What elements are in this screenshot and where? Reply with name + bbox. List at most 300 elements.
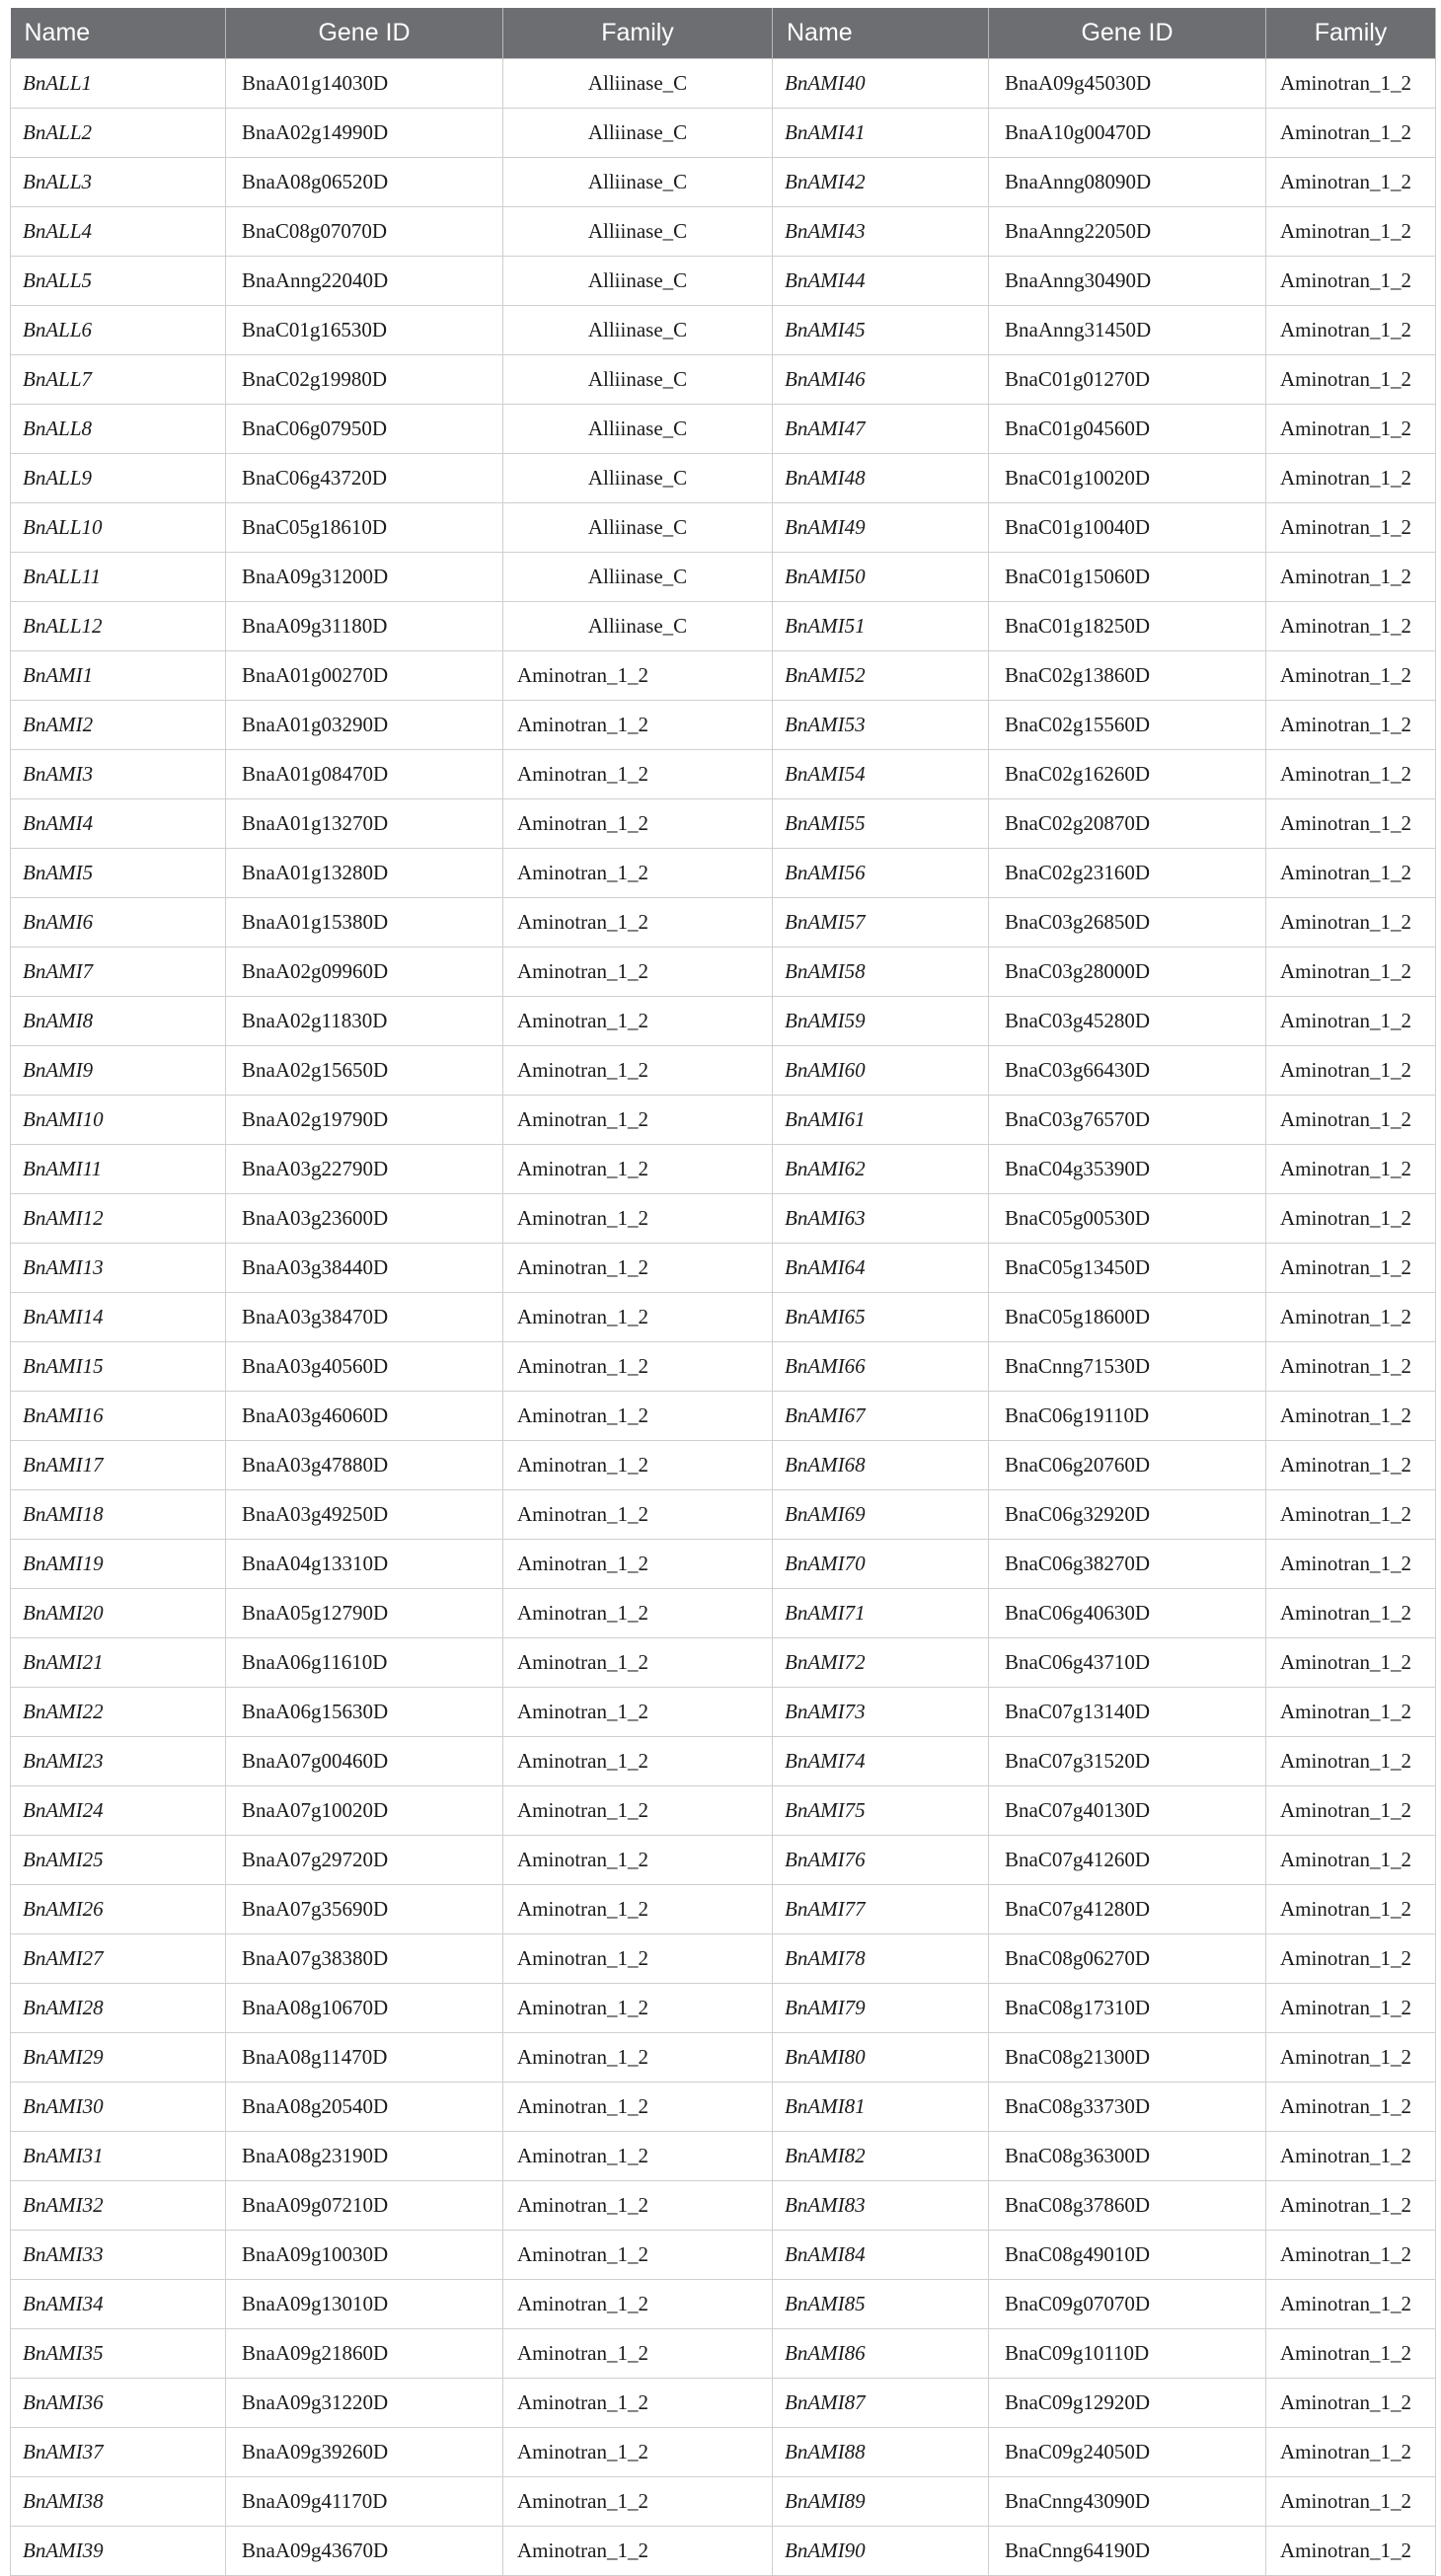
family-cell: Aminotran_1_2: [503, 1737, 773, 1786]
gene-name-cell: BnAMI11: [11, 1145, 226, 1194]
gene-id-cell: BnaC06g20760D: [989, 1441, 1266, 1490]
table-row: [11, 799, 1436, 849]
family-cell: Aminotran_1_2: [1266, 651, 1436, 701]
table-row: [11, 2132, 1436, 2181]
gene-id-cell: BnaA06g15630D: [226, 1688, 503, 1737]
gene-id-cell: BnaC02g16260D: [989, 750, 1266, 799]
gene-name-cell: BnAMI49: [773, 503, 989, 553]
family-cell: Aminotran_1_2: [1266, 1786, 1436, 1836]
table-row: [11, 2181, 1436, 2231]
gene-id-cell: BnaC03g66430D: [989, 1046, 1266, 1096]
gene-name-cell: BnAMI7: [11, 947, 226, 997]
table-row: [11, 158, 1436, 207]
gene-name-cell: BnALL2: [11, 109, 226, 158]
gene-family-table: [10, 8, 1436, 2576]
gene-name-cell: BnAMI32: [11, 2181, 226, 2231]
gene-id-cell: BnaA01g13280D: [226, 849, 503, 898]
gene-id-cell: BnaC08g37860D: [989, 2181, 1266, 2231]
gene-id-cell: BnaA03g46060D: [226, 1392, 503, 1441]
gene-name-cell: BnAMI51: [773, 602, 989, 651]
gene-name-cell: BnAMI22: [11, 1688, 226, 1737]
gene-name-cell: BnAMI3: [11, 750, 226, 799]
gene-name-cell: BnAMI71: [773, 1589, 989, 1638]
family-cell: Aminotran_1_2: [1266, 2280, 1436, 2329]
gene-name-cell: BnAMI77: [773, 1885, 989, 1934]
gene-name-cell: BnAMI86: [773, 2329, 989, 2379]
gene-id-cell: BnaA04g13310D: [226, 1540, 503, 1589]
gene-name-cell: BnAMI35: [11, 2329, 226, 2379]
table-row: [11, 1984, 1436, 2033]
gene-id-cell: BnaA02g15650D: [226, 1046, 503, 1096]
table-row: [11, 503, 1436, 553]
gene-name-cell: BnAMI10: [11, 1096, 226, 1145]
family-cell: Alliinase_C: [503, 109, 773, 158]
gene-name-cell: BnAMI30: [11, 2083, 226, 2132]
family-cell: Aminotran_1_2: [1266, 2083, 1436, 2132]
gene-name-cell: BnAMI34: [11, 2280, 226, 2329]
gene-name-cell: BnALL12: [11, 602, 226, 651]
gene-name-cell: BnAMI36: [11, 2379, 226, 2428]
family-cell: Alliinase_C: [503, 503, 773, 553]
gene-name-cell: BnAMI4: [11, 799, 226, 849]
family-cell: Aminotran_1_2: [503, 1885, 773, 1934]
table-row: [11, 2231, 1436, 2280]
family-cell: Aminotran_1_2: [1266, 1934, 1436, 1984]
family-cell: Aminotran_1_2: [503, 1490, 773, 1540]
gene-name-cell: BnAMI85: [773, 2280, 989, 2329]
gene-id-cell: BnaC09g12920D: [989, 2379, 1266, 2428]
family-cell: Aminotran_1_2: [503, 849, 773, 898]
gene-name-cell: BnALL4: [11, 207, 226, 257]
gene-id-cell: BnaA02g19790D: [226, 1096, 503, 1145]
family-cell: Aminotran_1_2: [503, 1589, 773, 1638]
table-row: [11, 651, 1436, 701]
gene-name-cell: BnAMI43: [773, 207, 989, 257]
gene-name-cell: BnAMI1: [11, 651, 226, 701]
gene-id-cell: BnaA07g35690D: [226, 1885, 503, 1934]
gene-id-cell: BnaA02g14990D: [226, 109, 503, 158]
family-cell: Aminotran_1_2: [503, 1638, 773, 1688]
gene-id-cell: BnaC01g01270D: [989, 355, 1266, 405]
table-row: [11, 2329, 1436, 2379]
gene-id-cell: BnaC06g43720D: [226, 454, 503, 503]
family-cell: Aminotran_1_2: [1266, 1293, 1436, 1342]
gene-name-cell: BnAMI24: [11, 1786, 226, 1836]
gene-id-cell: BnaA07g10020D: [226, 1786, 503, 1836]
gene-name-cell: BnAMI72: [773, 1638, 989, 1688]
table-row: [11, 997, 1436, 1046]
gene-name-cell: BnAMI8: [11, 997, 226, 1046]
gene-id-cell: BnaC02g19980D: [226, 355, 503, 405]
family-cell: Aminotran_1_2: [1266, 1441, 1436, 1490]
family-cell: Aminotran_1_2: [1266, 1046, 1436, 1096]
table-body: [11, 59, 1436, 2576]
family-cell: Aminotran_1_2: [503, 2033, 773, 2083]
gene-id-cell: BnaAnng22040D: [226, 257, 503, 306]
family-cell: Aminotran_1_2: [503, 1786, 773, 1836]
table-row: [11, 1194, 1436, 1244]
family-cell: Aminotran_1_2: [1266, 553, 1436, 602]
gene-name-cell: BnAMI81: [773, 2083, 989, 2132]
table-row: [11, 2527, 1436, 2576]
gene-id-cell: BnaA07g29720D: [226, 1836, 503, 1885]
family-cell: Alliinase_C: [503, 59, 773, 109]
family-cell: Aminotran_1_2: [503, 1688, 773, 1737]
family-cell: Aminotran_1_2: [503, 1194, 773, 1244]
gene-name-cell: BnAMI42: [773, 158, 989, 207]
table-row: [11, 701, 1436, 750]
gene-id-cell: BnaA05g12790D: [226, 1589, 503, 1638]
family-cell: Alliinase_C: [503, 207, 773, 257]
table-row: [11, 1145, 1436, 1194]
table-row: [11, 1293, 1436, 1342]
family-cell: Aminotran_1_2: [1266, 306, 1436, 355]
gene-id-cell: BnaA01g08470D: [226, 750, 503, 799]
gene-name-cell: BnAMI6: [11, 898, 226, 947]
family-cell: Alliinase_C: [503, 306, 773, 355]
family-cell: Aminotran_1_2: [1266, 1145, 1436, 1194]
gene-id-cell: BnaC01g16530D: [226, 306, 503, 355]
gene-name-cell: BnAMI9: [11, 1046, 226, 1096]
family-cell: Aminotran_1_2: [1266, 898, 1436, 947]
gene-id-cell: BnaC05g18600D: [989, 1293, 1266, 1342]
gene-id-cell: BnaC01g18250D: [989, 602, 1266, 651]
gene-id-cell: BnaC08g21300D: [989, 2033, 1266, 2083]
gene-name-cell: BnAMI61: [773, 1096, 989, 1145]
table-row: [11, 1342, 1436, 1392]
table-row: [11, 1638, 1436, 1688]
family-cell: Aminotran_1_2: [1266, 1836, 1436, 1885]
gene-id-cell: BnaA09g31180D: [226, 602, 503, 651]
gene-name-cell: BnAMI82: [773, 2132, 989, 2181]
gene-id-cell: BnaC06g07950D: [226, 405, 503, 454]
gene-name-cell: BnALL10: [11, 503, 226, 553]
gene-id-cell: BnaC09g07070D: [989, 2280, 1266, 2329]
gene-name-cell: BnAMI47: [773, 405, 989, 454]
gene-name-cell: BnAMI19: [11, 1540, 226, 1589]
header-gene-id-1: Gene ID: [226, 8, 503, 59]
gene-name-cell: BnAMI69: [773, 1490, 989, 1540]
gene-id-cell: BnaC01g10040D: [989, 503, 1266, 553]
family-cell: Aminotran_1_2: [1266, 2527, 1436, 2576]
gene-id-cell: BnaC07g13140D: [989, 1688, 1266, 1737]
gene-name-cell: BnAMI46: [773, 355, 989, 405]
gene-name-cell: BnAMI65: [773, 1293, 989, 1342]
gene-name-cell: BnAMI87: [773, 2379, 989, 2428]
family-cell: Aminotran_1_2: [1266, 503, 1436, 553]
gene-name-cell: BnAMI41: [773, 109, 989, 158]
gene-id-cell: BnaA03g23600D: [226, 1194, 503, 1244]
gene-name-cell: BnAMI75: [773, 1786, 989, 1836]
gene-name-cell: BnALL6: [11, 306, 226, 355]
family-cell: Aminotran_1_2: [503, 2527, 773, 2576]
gene-id-cell: BnaC04g35390D: [989, 1145, 1266, 1194]
gene-name-cell: BnAMI80: [773, 2033, 989, 2083]
family-cell: Aminotran_1_2: [503, 2379, 773, 2428]
family-cell: Alliinase_C: [503, 158, 773, 207]
gene-id-cell: BnaCnng43090D: [989, 2477, 1266, 2527]
gene-id-cell: BnaA09g07210D: [226, 2181, 503, 2231]
gene-id-cell: BnaA01g00270D: [226, 651, 503, 701]
family-cell: Aminotran_1_2: [1266, 750, 1436, 799]
gene-name-cell: BnAMI29: [11, 2033, 226, 2083]
family-cell: Aminotran_1_2: [1266, 701, 1436, 750]
gene-id-cell: BnaC05g13450D: [989, 1244, 1266, 1293]
gene-id-cell: BnaC02g20870D: [989, 799, 1266, 849]
family-cell: Aminotran_1_2: [1266, 1638, 1436, 1688]
gene-id-cell: BnaA09g21860D: [226, 2329, 503, 2379]
table-row: [11, 2428, 1436, 2477]
table-row: [11, 207, 1436, 257]
family-cell: Aminotran_1_2: [1266, 405, 1436, 454]
gene-id-cell: BnaC08g33730D: [989, 2083, 1266, 2132]
gene-name-cell: BnAMI45: [773, 306, 989, 355]
gene-id-cell: BnaA01g15380D: [226, 898, 503, 947]
header-name-2: Name: [773, 8, 989, 59]
gene-id-cell: BnaA09g41170D: [226, 2477, 503, 2527]
gene-name-cell: BnAMI57: [773, 898, 989, 947]
gene-id-cell: BnaAnng08090D: [989, 158, 1266, 207]
family-cell: Alliinase_C: [503, 355, 773, 405]
gene-id-cell: BnaC01g10020D: [989, 454, 1266, 503]
gene-name-cell: BnAMI90: [773, 2527, 989, 2576]
gene-id-cell: BnaA08g11470D: [226, 2033, 503, 2083]
gene-name-cell: BnAMI15: [11, 1342, 226, 1392]
family-cell: Aminotran_1_2: [1266, 2379, 1436, 2428]
table-row: [11, 2280, 1436, 2329]
gene-id-cell: BnaC06g32920D: [989, 1490, 1266, 1540]
family-cell: Alliinase_C: [503, 257, 773, 306]
family-cell: Aminotran_1_2: [503, 1392, 773, 1441]
gene-id-cell: BnaA08g23190D: [226, 2132, 503, 2181]
family-cell: Aminotran_1_2: [503, 1046, 773, 1096]
gene-name-cell: BnAMI33: [11, 2231, 226, 2280]
family-cell: Aminotran_1_2: [1266, 454, 1436, 503]
table-row: [11, 1688, 1436, 1737]
family-cell: Aminotran_1_2: [1266, 2329, 1436, 2379]
gene-name-cell: BnAMI16: [11, 1392, 226, 1441]
family-cell: Aminotran_1_2: [1266, 997, 1436, 1046]
table-row: [11, 750, 1436, 799]
family-cell: Aminotran_1_2: [503, 2231, 773, 2280]
gene-id-cell: BnaA08g20540D: [226, 2083, 503, 2132]
gene-name-cell: BnALL1: [11, 59, 226, 109]
table-row: [11, 1540, 1436, 1589]
family-cell: Aminotran_1_2: [1266, 59, 1436, 109]
gene-id-cell: BnaA09g39260D: [226, 2428, 503, 2477]
table-row: [11, 947, 1436, 997]
gene-id-cell: BnaCnng64190D: [989, 2527, 1266, 2576]
gene-id-cell: BnaA08g06520D: [226, 158, 503, 207]
family-cell: Aminotran_1_2: [503, 1984, 773, 2033]
table-row: [11, 1244, 1436, 1293]
gene-id-cell: BnaA09g13010D: [226, 2280, 503, 2329]
gene-name-cell: BnAMI63: [773, 1194, 989, 1244]
family-cell: Aminotran_1_2: [1266, 1984, 1436, 2033]
gene-id-cell: BnaC07g31520D: [989, 1737, 1266, 1786]
gene-name-cell: BnAMI58: [773, 947, 989, 997]
family-cell: Aminotran_1_2: [503, 701, 773, 750]
header-family-1: Family: [503, 8, 773, 59]
family-cell: Aminotran_1_2: [1266, 1540, 1436, 1589]
gene-id-cell: BnaC07g41280D: [989, 1885, 1266, 1934]
gene-id-cell: BnaC09g10110D: [989, 2329, 1266, 2379]
family-cell: Aminotran_1_2: [1266, 1244, 1436, 1293]
family-cell: Aminotran_1_2: [503, 1441, 773, 1490]
gene-id-cell: BnaC06g38270D: [989, 1540, 1266, 1589]
gene-id-cell: BnaAnng22050D: [989, 207, 1266, 257]
gene-id-cell: BnaC03g45280D: [989, 997, 1266, 1046]
gene-id-cell: BnaA06g11610D: [226, 1638, 503, 1688]
gene-name-cell: BnAMI20: [11, 1589, 226, 1638]
gene-id-cell: BnaA09g45030D: [989, 59, 1266, 109]
family-cell: Aminotran_1_2: [503, 651, 773, 701]
family-cell: Aminotran_1_2: [503, 1836, 773, 1885]
gene-name-cell: BnAMI74: [773, 1737, 989, 1786]
table-header: [11, 8, 1436, 59]
family-cell: Alliinase_C: [503, 602, 773, 651]
table-row: [11, 1589, 1436, 1638]
gene-id-cell: BnaC08g17310D: [989, 1984, 1266, 2033]
gene-table-container: [10, 8, 1435, 2576]
gene-id-cell: BnaC02g23160D: [989, 849, 1266, 898]
family-cell: Aminotran_1_2: [1266, 2132, 1436, 2181]
gene-name-cell: BnALL3: [11, 158, 226, 207]
gene-name-cell: BnAMI70: [773, 1540, 989, 1589]
gene-name-cell: BnAMI31: [11, 2132, 226, 2181]
family-cell: Aminotran_1_2: [1266, 1342, 1436, 1392]
family-cell: Aminotran_1_2: [1266, 1688, 1436, 1737]
table-row: [11, 257, 1436, 306]
gene-id-cell: BnaC07g41260D: [989, 1836, 1266, 1885]
gene-id-cell: BnaC02g13860D: [989, 651, 1266, 701]
family-cell: Aminotran_1_2: [503, 1293, 773, 1342]
family-cell: Aminotran_1_2: [503, 2132, 773, 2181]
family-cell: Aminotran_1_2: [503, 947, 773, 997]
family-cell: Aminotran_1_2: [1266, 2181, 1436, 2231]
gene-id-cell: BnaC06g40630D: [989, 1589, 1266, 1638]
gene-id-cell: BnaC06g19110D: [989, 1392, 1266, 1441]
gene-name-cell: BnAMI56: [773, 849, 989, 898]
gene-name-cell: BnALL11: [11, 553, 226, 602]
family-cell: Aminotran_1_2: [1266, 799, 1436, 849]
gene-name-cell: BnAMI28: [11, 1984, 226, 2033]
gene-name-cell: BnAMI44: [773, 257, 989, 306]
gene-name-cell: BnAMI18: [11, 1490, 226, 1540]
family-cell: Aminotran_1_2: [503, 1244, 773, 1293]
gene-name-cell: BnAMI52: [773, 651, 989, 701]
family-cell: Aminotran_1_2: [1266, 1885, 1436, 1934]
gene-id-cell: BnaC01g04560D: [989, 405, 1266, 454]
family-cell: Aminotran_1_2: [503, 2477, 773, 2527]
gene-id-cell: BnaA07g00460D: [226, 1737, 503, 1786]
gene-id-cell: BnaC01g15060D: [989, 553, 1266, 602]
gene-name-cell: BnAMI37: [11, 2428, 226, 2477]
gene-id-cell: BnaC08g06270D: [989, 1934, 1266, 1984]
family-cell: Aminotran_1_2: [1266, 849, 1436, 898]
gene-id-cell: BnaA09g10030D: [226, 2231, 503, 2280]
gene-id-cell: BnaA03g40560D: [226, 1342, 503, 1392]
gene-id-cell: BnaC07g40130D: [989, 1786, 1266, 1836]
family-cell: Aminotran_1_2: [503, 1540, 773, 1589]
table-row: [11, 109, 1436, 158]
gene-id-cell: BnaC05g00530D: [989, 1194, 1266, 1244]
gene-name-cell: BnAMI84: [773, 2231, 989, 2280]
gene-name-cell: BnALL8: [11, 405, 226, 454]
gene-name-cell: BnAMI26: [11, 1885, 226, 1934]
gene-name-cell: BnALL9: [11, 454, 226, 503]
gene-name-cell: BnAMI67: [773, 1392, 989, 1441]
gene-name-cell: BnAMI54: [773, 750, 989, 799]
gene-id-cell: BnaA08g10670D: [226, 1984, 503, 2033]
family-cell: Aminotran_1_2: [1266, 2428, 1436, 2477]
table-row: [11, 2033, 1436, 2083]
table-row: [11, 1737, 1436, 1786]
gene-name-cell: BnAMI60: [773, 1046, 989, 1096]
gene-name-cell: BnAMI73: [773, 1688, 989, 1737]
table-row: [11, 1441, 1436, 1490]
gene-name-cell: BnAMI14: [11, 1293, 226, 1342]
table-row: [11, 849, 1436, 898]
gene-name-cell: BnAMI89: [773, 2477, 989, 2527]
header-row: [11, 8, 1436, 59]
family-cell: Aminotran_1_2: [503, 1096, 773, 1145]
table-row: [11, 355, 1436, 405]
gene-name-cell: BnAMI68: [773, 1441, 989, 1490]
gene-name-cell: BnAMI21: [11, 1638, 226, 1688]
table-row: [11, 1046, 1436, 1096]
table-row: [11, 1934, 1436, 1984]
gene-id-cell: BnaA09g43670D: [226, 2527, 503, 2576]
gene-id-cell: BnaC03g76570D: [989, 1096, 1266, 1145]
family-cell: Aminotran_1_2: [1266, 207, 1436, 257]
table-row: [11, 898, 1436, 947]
gene-name-cell: BnAMI76: [773, 1836, 989, 1885]
family-cell: Aminotran_1_2: [503, 997, 773, 1046]
gene-name-cell: BnAMI17: [11, 1441, 226, 1490]
gene-id-cell: BnaA10g00470D: [989, 109, 1266, 158]
gene-name-cell: BnAMI12: [11, 1194, 226, 1244]
gene-name-cell: BnAMI55: [773, 799, 989, 849]
gene-name-cell: BnALL5: [11, 257, 226, 306]
gene-id-cell: BnaCnng71530D: [989, 1342, 1266, 1392]
table-row: [11, 1885, 1436, 1934]
family-cell: Aminotran_1_2: [1266, 1490, 1436, 1540]
family-cell: Alliinase_C: [503, 454, 773, 503]
gene-name-cell: BnAMI2: [11, 701, 226, 750]
gene-id-cell: BnaA03g38470D: [226, 1293, 503, 1342]
header-name-1: Name: [11, 8, 226, 59]
gene-name-cell: BnAMI50: [773, 553, 989, 602]
table-row: [11, 1836, 1436, 1885]
header-family-2: Family: [1266, 8, 1436, 59]
gene-name-cell: BnAMI59: [773, 997, 989, 1046]
gene-id-cell: BnaA03g47880D: [226, 1441, 503, 1490]
table-row: [11, 553, 1436, 602]
table-row: [11, 1786, 1436, 1836]
gene-id-cell: BnaA01g03290D: [226, 701, 503, 750]
gene-id-cell: BnaC08g36300D: [989, 2132, 1266, 2181]
gene-name-cell: BnAMI40: [773, 59, 989, 109]
family-cell: Aminotran_1_2: [1266, 2231, 1436, 2280]
table-row: [11, 59, 1436, 109]
table-row: [11, 1392, 1436, 1441]
family-cell: Aminotran_1_2: [1266, 158, 1436, 207]
table-row: [11, 1096, 1436, 1145]
table-row: [11, 454, 1436, 503]
gene-id-cell: BnaAnng30490D: [989, 257, 1266, 306]
gene-id-cell: BnaAnng31450D: [989, 306, 1266, 355]
